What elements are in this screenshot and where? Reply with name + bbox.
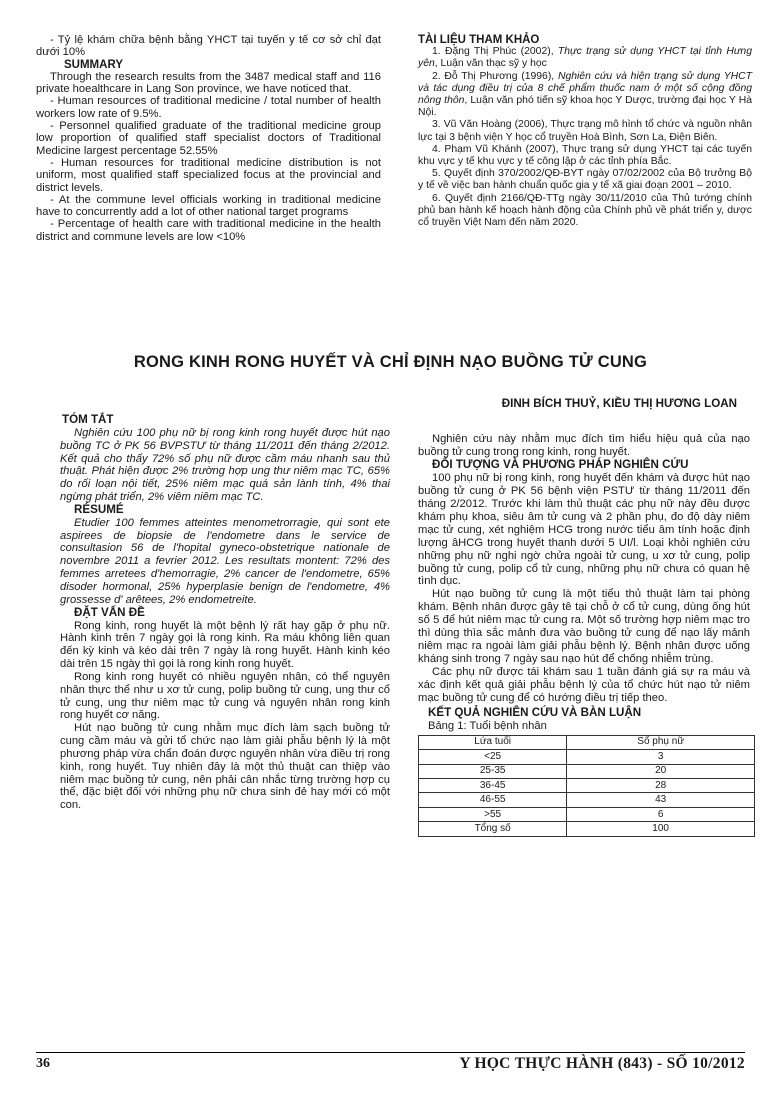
- age-cell: <25: [419, 750, 567, 764]
- reference-item: 5. Quyết định 370/2002/QĐ-BYT ngày 07/02/2002 của Bộ trưởng Bộ y tế về việc ban hành chuẩn quốc gia y tế xã giai đoạn 2001 – 2010.: [418, 168, 752, 192]
- body-paragraph: Rong kinh rong huyết có nhiều nguyên nhân, có thể nguyên nhân thực thể như u xơ tử cung, polip buồng tử cung, ung thư cổ tử cung, ung thư niêm mạc tử cung và nguyên nhân rong kinh rong huyết cơ năng.: [60, 670, 390, 722]
- body-paragraph: Rong kinh, rong huyết là một bệnh lý rất hay gặp ở phụ nữ. Hành kinh trên 7 ngày gọi là rong kinh. Ra máu không liên quan đến kỳ kinh và kéo dài trên 7 ngày là rong huyết. Hành kinh kéo dài trên 15 ngày thì gọi là rong kinh rong huyết.: [60, 619, 390, 671]
- summary-paragraph: - At the commune level officials working in traditional medicine have to concurrently add a lot of other national target programs: [36, 193, 381, 219]
- summary-paragraph: - Human resources of traditional medicine / total number of health workers low rate of 9.5%.: [36, 95, 381, 120]
- reference-item: 3. Vũ Văn Hoàng (2006), Thực trạng mô hình tổ chức và nguồn nhân lực tại 3 bệnh viện Y học cổ truyền Hoà Bình, Sơn La, Điện Biên.: [418, 119, 752, 143]
- count-cell: 28: [567, 779, 755, 793]
- summary-paragraph: - Percentage of health care with traditional medicine in the health district and commune levels are low <10%: [36, 218, 381, 243]
- results-heading: KẾT QUẢ NGHIÊN CỨU VÀ BÀN LUẬN: [428, 706, 642, 720]
- datvande-heading: ĐẶT VẤN ĐỀ: [74, 605, 145, 619]
- tomtat-text: Nghiên cứu 100 phụ nữ bị rong kinh rong huyết được hút nạo buồng TC ở PK 56 BVPSTƯ từ tháng 11/2011 đến tháng 2/2012. Kết quả cho thấy 72% số phụ nữ được cầm máu nhanh sau thủ thuật. Phát hiện được 2% trường hợp ung thư niêm mạc TC, 65% do rối loạn nội tiết, 25% niêm mạc quá sản lành tính, 4% thai ngừng phát triển, 2% viêm niêm mạc TC.: [60, 426, 390, 504]
- table-row: [419, 793, 755, 807]
- count-cell: 3: [567, 750, 755, 764]
- table-row: [419, 750, 755, 764]
- summary-paragraph: - Human resources for traditional medicine distribution is not uniform, most qualified staff specialized focus at the provincial and district levels.: [36, 156, 381, 194]
- lead-bullet: - Tỷ lệ khám chữa bệnh bằng YHCT tại tuyến y tế cơ sở chỉ đạt dưới 10%: [36, 34, 381, 59]
- references-heading: TÀI LIỆU THAM KHẢO: [418, 34, 540, 46]
- summary-paragraph: - Personnel qualified graduate of the traditional medicine group low proportion of qualified staff specialist doctors of Traditional Medicine largest percentage 52.55%: [36, 120, 381, 157]
- summary-column: [36, 34, 381, 243]
- tomtat-heading: TÓM TẮT: [62, 413, 114, 426]
- body-paragraph: Hút nạo buồng tử cung nhằm mục đích làm sạch buồng tử cung cầm máu và gửi tổ chức nạo làm giải phẫu bệnh lý là một phương pháp vừa chẩn đoán được nguyên nhân vừa điều trị rong kinh, rong huyết. Tuy nhiên đây là một thủ thuật can thiệp vào niêm mạc buồng tử cung, nên phải cân nhắc từng trường hợp cụ thể, đặc biệt đối với những phụ nữ chưa sinh đẻ hay mới có một con.: [60, 722, 390, 812]
- count-cell: 20: [567, 764, 755, 778]
- methods-paragraph: Hút nạo buồng tử cung là một tiểu thủ thuật làm tại phòng khám. Bệnh nhân được gây tê tại chỗ ở cổ tử cung, dùng ống hút số 5 để hút niêm mạc tử cung ra. Một số trường hợp niêm mạc tro thì dùng thìa sắc mảnh đưa vào buồng tử cung để nạo lấy mảnh niêm mạc ra ngoài làm giải phẫu bệnh lý. Bệnh nhân được uống kháng sinh trong 7 ngày sau nạo hút để chống nhiễm trùng.: [418, 588, 750, 666]
- methods-heading: ĐỐI TƯỢNG VÀ PHƯƠNG PHÁP NGHIÊN CỨU: [432, 457, 689, 471]
- article-authors: ĐINH BÍCH THUỶ, KIỀU THỊ HƯƠNG LOAN: [501, 397, 737, 410]
- article-title: RONG KINH RONG HUYẾT VÀ CHỈ ĐỊNH NẠO BUỒNG TỬ CUNG: [133, 353, 648, 371]
- methods-paragraph: 100 phụ nữ bị rong kinh, rong huyết đến khám và được hút nạo buồng tử cung ở PK 56 bệnh viện PSTƯ từ tháng 11/2011 đến tháng 2/2012. Trước khi làm thủ thuật các phụ nữ này đều được khám phụ khoa, siêu âm tử cung và 2 phần phụ, đo độ dày niêm mạc tử cung, xét nghiệm HCG trong nước tiểu âm tính hoặc định lượng âHCG trong huyết thanh dưới 5 UI/l. Loại khỏi nghiên cứu những phụ nữ nghi ngờ chửa ngoài tử cung, u xơ tử cung, polip buồng tử cung, polip cổ tử cung, những phụ nữ chưa có quan hệ tình dục.: [418, 471, 750, 588]
- article-right-column: [418, 433, 750, 837]
- table-row: [419, 779, 755, 793]
- table-header-cell: Số phụ nữ: [567, 735, 755, 749]
- age-cell: 46-55: [419, 793, 567, 807]
- summary-heading: SUMMARY: [64, 58, 123, 71]
- age-cell: 36-45: [419, 779, 567, 793]
- age-cell: 25-35: [419, 764, 567, 778]
- reference-item: 4. Phạm Vũ Khánh (2007), Thực trạng sử dụng YHCT tại các tuyến khu vực y tế khu vực y tế công lập ở các tỉnh phía Bắc.: [418, 143, 752, 168]
- resume-heading: RÉSUMÉ: [74, 502, 124, 516]
- summary-paragraph: Through the research results from the 3487 medical staff and 116 private hoealthcare in Lang Son province, we have noticed that.: [36, 70, 381, 96]
- table-header-row: [419, 735, 755, 749]
- table-row: [419, 764, 755, 778]
- table-header-cell: Lứa tuổi: [419, 735, 567, 749]
- journal-name: Y HỌC THỰC HÀNH (843) - SỐ 10/2012: [459, 1055, 745, 1072]
- intro-paragraph: Nghiên cứu này nhằm mục đích tìm hiểu hiệu quả của nạo buồng tử cung trong rong kinh, rong huyết.: [418, 433, 750, 458]
- age-cell: >55: [419, 807, 567, 821]
- age-table: [418, 735, 755, 837]
- footer-rule: [36, 1052, 745, 1053]
- page-number: 36: [36, 1056, 50, 1071]
- reference-item: 2. Đỗ Thị Phương (1996), Nghiên cứu và hiện trạng sử dụng YHCT và tác dụng điều trị của 8 chế phẩm thuốc nam ở một số cộng đồng nông thôn, Luận văn phó tiến sỹ khoa học Y Dược, trường đại học Y Hà Nội.: [418, 70, 752, 119]
- reference-item: 1. Đặng Thị Phúc (2002), Thực trạng sử dụng YHCT tại tỉnh Hưng yên, Luận văn thạc sỹ y học: [418, 46, 752, 70]
- methods-paragraph: Các phụ nữ được tái khám sau 1 tuần đánh giá sự ra máu và xác định kết quả giải phẫu bệnh lý của tổ chức hút nạo tử niêm mạc buồng tử cung để có hướng điều trị tiếp theo.: [418, 666, 750, 705]
- count-cell: 43: [567, 793, 755, 807]
- table-row: [419, 822, 755, 836]
- article-left-column: [60, 414, 390, 812]
- table-row: [419, 807, 755, 821]
- resume-text: Etudier 100 femmes atteintes menometrorragie, qui sont ete aspirees de biopsie de l'endometre dans le service de consultasion 56 de l'hopital gyneco-obstetrique nationale de novembre 2011 a fevrier 2012. Les resultats montent: 72% des femmes arretees d'hemorragie, 2% cancer de l'endometre, 65% disoder hormonal, 25% hyperplasie benign de l'endometre, 4% grossesse d' arêtees, 2% endometreite.: [60, 516, 390, 606]
- references-column: [418, 34, 752, 229]
- reference-item: 6. Quyết định 2166/QĐ-TTg ngày 30/11/2010 của Thủ tướng chính phủ ban hành kế hoạch hành động của Chính phủ về phát triển y, dược cổ truyền Việt Nam đến năm 2020.: [418, 192, 752, 229]
- age-cell: Tổng số: [419, 822, 567, 836]
- count-cell: 100: [567, 822, 755, 836]
- table-caption: Bảng 1: Tuổi bệnh nhân: [428, 719, 547, 732]
- count-cell: 6: [567, 807, 755, 821]
